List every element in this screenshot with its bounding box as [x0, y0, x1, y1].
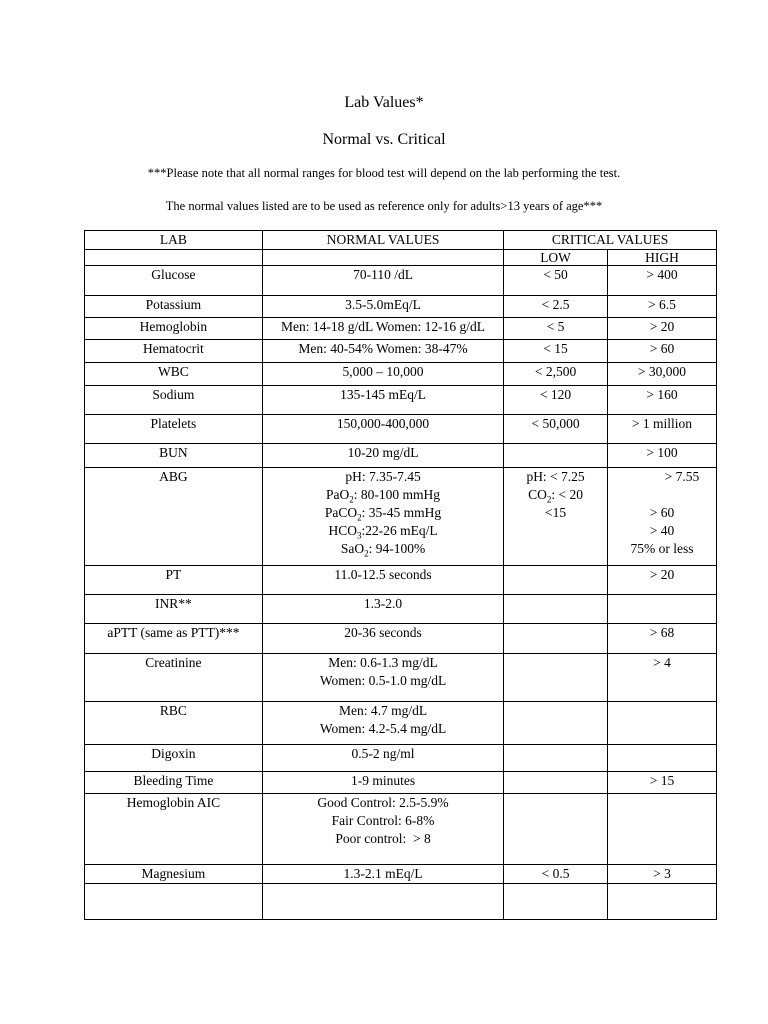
table-row-aptt	[85, 624, 717, 654]
abg-low-ph: pH: < 7.25	[526, 469, 585, 484]
table-row-wbc	[85, 363, 717, 386]
lab-name: WBC	[85, 363, 263, 386]
critical-high: > 68	[607, 624, 716, 654]
abg-low-co2: $CO_2$: < 20	[528, 487, 584, 505]
lab-name: Sodium	[85, 386, 263, 415]
table-row-bleeding-time	[85, 772, 717, 794]
lab-name: INR**	[85, 595, 263, 624]
lab-name: PT	[85, 566, 263, 595]
critical-high	[607, 745, 716, 772]
critical-high: > 20	[607, 318, 716, 340]
critical-low	[504, 702, 608, 745]
page-subtitle: Normal vs. Critical	[322, 131, 446, 148]
critical-high	[607, 794, 716, 865]
lab-name: aPTT (same as PTT)***	[85, 624, 263, 654]
critical-low: < 2,500	[504, 363, 608, 386]
subheader-row	[85, 250, 717, 266]
table-row-potassium	[85, 296, 717, 318]
lab-name: Digoxin	[85, 745, 263, 772]
critical-low	[504, 468, 608, 566]
critical-low: < 2.5	[504, 296, 608, 318]
critical-high: > 30,000	[607, 363, 716, 386]
table-row-empty	[85, 884, 717, 920]
critical-low	[504, 566, 608, 595]
critical-high: > 20	[607, 566, 716, 595]
critical-high	[607, 468, 716, 566]
normal-value: 11.0-12.5 seconds	[262, 566, 503, 595]
header-lab: LAB	[85, 231, 263, 250]
critical-low	[504, 444, 608, 468]
normal-value: 20-36 seconds	[262, 624, 503, 654]
critical-high: > 100	[607, 444, 716, 468]
header-normal-values: NORMAL VALUES	[262, 231, 503, 250]
normal-value: Men: 4.7 mg/dL Women: 4.2-5.4 mg/dL	[262, 702, 503, 745]
table-row-abg	[85, 468, 717, 566]
critical-low: < 0.5	[504, 865, 608, 884]
normal-value: Men: 40-54% Women: 38-47%	[262, 340, 503, 363]
normal-value: Good Control: 2.5-5.9% Fair Control: 6-8% Poor control: > 8	[262, 794, 503, 865]
critical-low: < 15	[504, 340, 608, 363]
critical-high	[607, 595, 716, 624]
abg-pao2: PaO$_2$: 80-100 mmHg	[326, 487, 441, 505]
lab-name: Magnesium	[85, 865, 263, 884]
table-row-glucose	[85, 266, 717, 296]
normal-value: 3.5-5.0mEq/L	[262, 296, 503, 318]
lab-name: Hemoglobin AIC	[85, 794, 263, 865]
critical-high: > 6.5	[607, 296, 716, 318]
table-row-hemoglobin	[85, 318, 717, 340]
abg-high-3: > 60	[649, 505, 675, 520]
lab-name: Potassium	[85, 296, 263, 318]
normal-value: 1.3-2.0	[262, 595, 503, 624]
table-row-sodium	[85, 386, 717, 415]
critical-low	[504, 595, 608, 624]
critical-high: > 160	[607, 386, 716, 415]
lab-name: ABG	[85, 468, 263, 566]
page-title: Lab Values*	[344, 94, 424, 111]
table-row-pt	[85, 566, 717, 595]
critical-high: > 4	[607, 654, 716, 702]
critical-high	[607, 702, 716, 745]
normal-value: 0.5-2 ng/ml	[262, 745, 503, 772]
critical-high: > 1 million	[607, 415, 716, 444]
abg-ph: pH: 7.35-7.45	[345, 469, 421, 484]
normal-value: 5,000 – 10,000	[262, 363, 503, 386]
critical-low: < 120	[504, 386, 608, 415]
abg-hco3: $HCO_3:22-26$ mEq/L	[328, 523, 438, 541]
abg-high-4: > 40	[649, 523, 675, 538]
header-row	[85, 231, 717, 250]
table-row-digoxin	[85, 745, 717, 772]
lab-name: Glucose	[85, 266, 263, 296]
table-row-creatinine	[85, 654, 717, 702]
normal-value: 70-110 /dL	[262, 266, 503, 296]
lab-name: Platelets	[85, 415, 263, 444]
normal-value: 1.3-2.1 mEq/L	[262, 865, 503, 884]
normal-value: 10-20 mg/dL	[262, 444, 503, 468]
critical-high: > 15	[607, 772, 716, 794]
normal-value: 150,000-400,000	[262, 415, 503, 444]
table-row-bun	[85, 444, 717, 468]
normal-value: Men: 14-18 g/dL Women: 12-16 g/dL	[262, 318, 503, 340]
critical-high: > 400	[607, 266, 716, 296]
abg-low-3: <15	[545, 505, 567, 520]
lab-name: Hemoglobin	[85, 318, 263, 340]
header-critical-values: CRITICAL VALUES	[504, 231, 717, 250]
table-row-hematocrit	[85, 340, 717, 363]
abg-high-1: > 7.55	[664, 469, 700, 484]
lab-name: Hematocrit	[85, 340, 263, 363]
note-lab-variation: ***Please note that all normal ranges for blood test will depend on the lab performing the test.	[147, 166, 621, 180]
critical-low: < 50	[504, 266, 608, 296]
table-row-rbc	[85, 702, 717, 745]
critical-low	[504, 745, 608, 772]
lab-values-table	[84, 230, 717, 920]
lab-name: BUN	[85, 444, 263, 468]
normal-value: 135-145 mEq/L	[262, 386, 503, 415]
abg-sao2: SaO$_2$: 94-100%	[340, 541, 426, 559]
critical-low	[504, 624, 608, 654]
normal-value: Men: 0.6-1.3 mg/dL Women: 0.5-1.0 mg/dL	[262, 654, 503, 702]
critical-low: < 50,000	[504, 415, 608, 444]
critical-high: > 60	[607, 340, 716, 363]
critical-low	[504, 654, 608, 702]
critical-high: > 3	[607, 865, 716, 884]
table-row-magnesium	[85, 865, 717, 884]
table-row-hemoglobin-a1c	[85, 794, 717, 865]
note-adult-reference: The normal values listed are to be used as reference only for adults>13 years of age***	[165, 199, 603, 213]
normal-value: 1-9 minutes	[262, 772, 503, 794]
critical-low: < 5	[504, 318, 608, 340]
lab-name: RBC	[85, 702, 263, 745]
header-high: HIGH	[607, 250, 716, 266]
table-row-platelets	[85, 415, 717, 444]
critical-low	[504, 794, 608, 865]
header-low: LOW	[504, 250, 608, 266]
lab-name: Bleeding Time	[85, 772, 263, 794]
normal-value	[262, 468, 503, 566]
table-row-inr	[85, 595, 717, 624]
critical-low	[504, 772, 608, 794]
lab-name: Creatinine	[85, 654, 263, 702]
abg-high-5: 75% or less	[630, 541, 694, 556]
abg-paco2: PaCO$_2$: 35-45 mmHg	[324, 505, 442, 523]
